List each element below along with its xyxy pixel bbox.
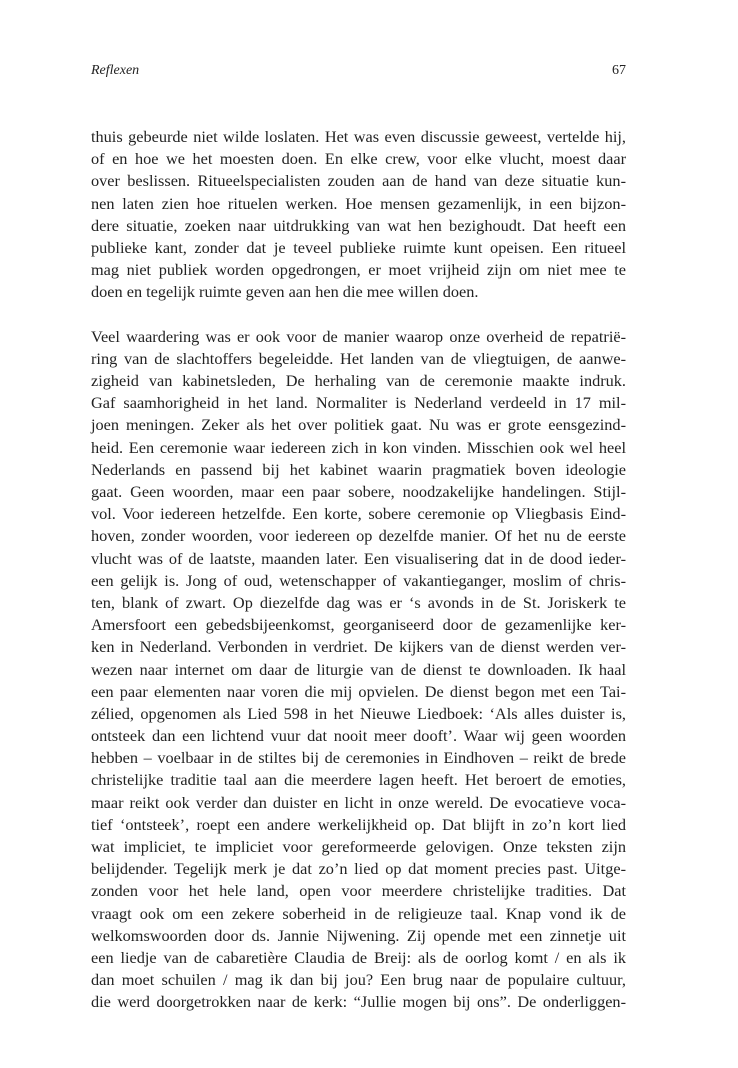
text-line: vraagt ook om een zekere soberheid in de religieuze taal. Knap vond ik de bbox=[91, 903, 626, 923]
text-line: wat impliciet, te impliciet voor gereformeerde gelovigen. Onze teksten zijn bbox=[91, 837, 626, 856]
paragraph-2 bbox=[91, 326, 626, 1014]
running-head bbox=[91, 63, 626, 85]
text-line: een liedje van de cabaretière Claudia de Breij: als de oorlog komt / en als ik bbox=[91, 947, 626, 967]
text-line: over beslissen. Ritueelspecialisten zouden aan de hand van deze situatie kun- bbox=[91, 171, 626, 191]
text-line: zélied, opgenomen als Lied 598 in het Nieuwe Liedboek: ‘Als alles duister is, bbox=[91, 703, 626, 723]
text-line: hebben – voelbaar in de stiltes bij de ceremonies in Eindhoven – reikt de brede bbox=[91, 748, 626, 768]
text-line: ring van de slachtoffers begeleidde. Het landen van de vliegtuigen, de aanwe- bbox=[91, 348, 626, 368]
running-head-title: Reflexen bbox=[91, 63, 140, 78]
text-line: zigheid van kabinetsleden, De herhaling van de ceremonie maakte indruk. bbox=[91, 371, 626, 391]
text-line: heid. Een ceremonie waar iedereen zich in kon vinden. Misschien ook wel heel bbox=[91, 437, 626, 457]
text-line: Veel waardering was er ook voor de manier waarop onze overheid de repatrië- bbox=[91, 326, 626, 346]
text-line: publieke kant, zonder dat je teveel publieke ruimte kunt opeisen. Een ritueel bbox=[91, 237, 626, 257]
text-line: een gelijk is. Jong of oud, wetenschapper of vakantieganger, moslim of chris- bbox=[91, 570, 626, 590]
text-line: welkomswoorden door ds. Jannie Nijwening. Zij opende met een zinnetje uit bbox=[91, 925, 626, 945]
text-line: maar reikt ook verder dan duister en licht in onze wereld. De evocatieve voca- bbox=[91, 792, 626, 812]
text-line: dan moet schuilen / mag ik dan bij jou? Een brug naar de populaire cultuur, bbox=[91, 970, 626, 990]
text-line: of en hoe we het moesten doen. En elke crew, voor elke vlucht, moest daar bbox=[91, 149, 626, 169]
paragraph-1 bbox=[91, 126, 626, 304]
text-line: een paar elementen naar voren die mij opvielen. De dienst begon met een Tai- bbox=[91, 681, 626, 701]
paragraph-gap bbox=[91, 304, 626, 326]
text-line: zonden voor het hele land, open voor meerdere christelijke tradities. Dat bbox=[91, 881, 626, 901]
text-line: hoven, zonder woorden, voor iedereen op dezelfde manier. Of het nu de eerste bbox=[91, 526, 626, 546]
page-number: 67 bbox=[612, 63, 626, 78]
text-line: vlucht was of de laatste, maanden later. Een visualisering dat in de dood ieder- bbox=[91, 548, 626, 568]
text-line: mag niet publiek worden opgedrongen, er moet vrijheid zijn om niet mee te bbox=[91, 260, 626, 280]
text-line: joen meningen. Zeker als het over politiek gaat. Nu was er grote eensgezind- bbox=[91, 415, 626, 435]
body-text bbox=[91, 126, 626, 1014]
text-line: wezen naar internet om daar de liturgie van de dienst te downloaden. Ik haal bbox=[91, 659, 626, 679]
text-line: vol. Voor iedereen hetzelfde. Een korte, sobere ceremonie op Vliegbasis Eind- bbox=[91, 504, 626, 524]
text-line: gaat. Geen woorden, maar een paar sobere, noodzakelijke handelingen. Stijl- bbox=[91, 482, 626, 501]
text-line: doen en tegelijk ruimte geven aan hen die mee willen doen. bbox=[91, 282, 479, 302]
text-line: thuis gebeurde niet wilde loslaten. Het was even discussie geweest, vertelde hij, bbox=[91, 127, 626, 146]
text-line: belijdender. Tegelijk merk je dat zo’n lied op dat moment precies past. Uitge- bbox=[91, 859, 626, 879]
text-line: ten, blank of zwart. Op diezelfde dag was er ‘s avonds in de St. Joriskerk te bbox=[91, 592, 626, 612]
text-line: Gaf saamhorigheid in het land. Normaliter is Nederland verdeeld in 17 mil- bbox=[91, 393, 626, 413]
text-line: tief ‘ontsteek’, roept een andere werkelijkheid op. Dat blijft in zo’n kort lied bbox=[91, 814, 626, 834]
text-line: ken in Nederland. Verbonden in verdriet. De kijkers van de dienst werden ver- bbox=[91, 637, 626, 657]
text-line: christelijke traditie taal aan die meerdere lagen heeft. Het beroert de emoties, bbox=[91, 770, 626, 790]
text-line: nen laten zien hoe rituelen werken. Hoe mensen gezamenlijk, in een bijzon- bbox=[91, 193, 626, 213]
text-line: Amersfoort een gebedsbijeenkomst, georganiseerd door de gezamenlijke ker- bbox=[91, 615, 626, 635]
text-line: die werd doorgetrokken naar de kerk: “Jullie mogen bij ons”. De onderliggen- bbox=[91, 992, 626, 1012]
text-line: dere situatie, zoeken naar uitdrukking van wat hen bezighoudt. Dat heeft een bbox=[91, 215, 626, 235]
text-line: Nederlands en passend bij het kabinet waarin pragmatiek boven ideologie bbox=[91, 459, 626, 479]
text-line: ontsteek dan een lichtend vuur dat nooit meer dooft’. Waar wij geen woorden bbox=[91, 726, 626, 746]
